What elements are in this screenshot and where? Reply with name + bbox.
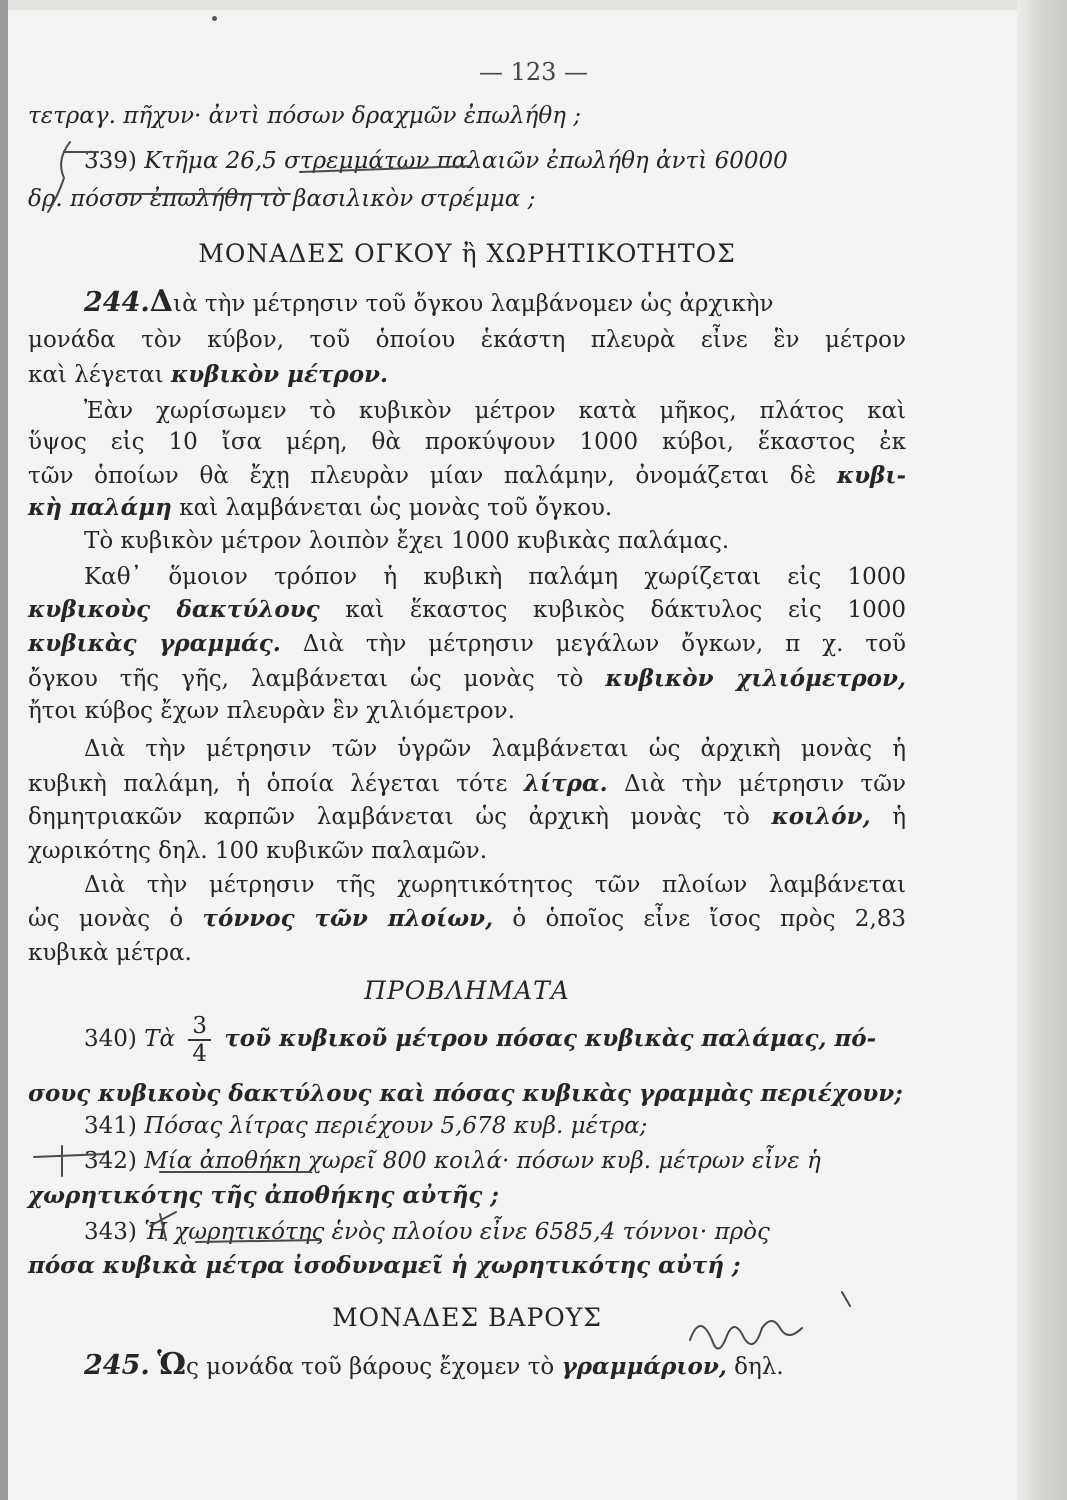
text-line: πόσα κυβικὰ μέτρα ἰσοδυναμεῖ ἡ χωρητικότης αὐτή ; bbox=[28, 1252, 741, 1279]
text: καὶ λέγεται bbox=[28, 362, 164, 388]
fraction-denominator: 4 bbox=[192, 1041, 208, 1067]
text-line: τετραγ. πῆχυν· ἀντὶ πόσων δραχμῶν ἐπωλήθη ; bbox=[28, 103, 581, 129]
text: δηλ. bbox=[734, 1354, 784, 1380]
pen-mark-right bbox=[842, 1292, 850, 1306]
text-line: χωρικότης δηλ. 100 κυβικῶν παλαμῶν. bbox=[28, 838, 488, 864]
text: ὁ ὁποῖος εἶνε ἴσος πρὸς 2,83 bbox=[512, 906, 907, 932]
problem-number: 340) bbox=[84, 1026, 137, 1052]
text: καὶ ἕκαστος κυβικὸς δάκτυλος εἰς 1000 bbox=[345, 597, 906, 623]
text-line: δρ. πόσον ἐπωλήθη τὸ βασιλικὸν στρέμμα ; bbox=[28, 186, 536, 212]
text: Διὰ τὴν μέτρησιν μεγάλων ὄγκων, π χ. τοῦ bbox=[302, 631, 906, 657]
term-bold: κὴ παλάμη bbox=[28, 494, 172, 521]
text-line: χωρητικότης τῆς ἀποθήκης αὐτῆς ; bbox=[28, 1182, 499, 1209]
problem-number: 341) bbox=[84, 1113, 137, 1139]
text-line: Τὸ κυβικὸν μέτρον λοιπὸν ἔχει 1000 κυβικὰς παλάμας. bbox=[84, 528, 730, 554]
text: Διὰ τὴν μέτρησιν τῶν bbox=[624, 771, 907, 797]
term-bold: κυβικὸν μέτρον. bbox=[170, 361, 389, 388]
problem-text: Πόσας λίτρας περιέχουν 5,678 κυβ. μέτρα; bbox=[144, 1113, 648, 1139]
fraction-numerator: 3 bbox=[188, 1013, 211, 1041]
text-line: Ἐὰν χωρίσωμεν τὸ κυβικὸν μέτρον κατὰ μῆκος, πλάτος καὶ bbox=[84, 398, 906, 424]
text-line: ἤτοι κύβος ἔχων πλευρὰν ἓν χιλιόμετρον. bbox=[28, 698, 515, 724]
text-line: Καθ᾽ ὅμοιον τρόπον ἡ κυβικὴ παλάμη χωρίζεται εἰς 1000 bbox=[84, 564, 906, 590]
term-bold: τόννος τῶν πλοίων, bbox=[202, 905, 494, 932]
text-line: μονάδα τὸν κύβον, τοῦ ὁποίου ἑκάστη πλευρὰ εἶνε ἓν μέτρον bbox=[28, 327, 906, 353]
text: ἡ bbox=[892, 804, 907, 830]
problem-text: τοῦ κυβικοῦ μέτρου πόσας κυβικὰς παλάμας, πό- bbox=[224, 1025, 877, 1052]
problem-text: Ἡ χωρητικότης ἑνὸς πλοίου εἶνε 6585,4 τόννοι· πρὸς bbox=[144, 1219, 770, 1245]
term-bold: κυβικὸν χιλιόμετρον, bbox=[605, 665, 906, 692]
pen-cross-342 bbox=[34, 1146, 106, 1176]
problem-number: 342) bbox=[84, 1148, 137, 1174]
pen-strike-339 bbox=[300, 166, 470, 172]
term-bold: κυβικοὺς δακτύλους bbox=[28, 596, 320, 623]
section-heading: ΜΟΝΑΔΕΣ ΟΓΚΟΥ ἢ ΧΩΡΗΤΙΚΟΤΗΤΟΣ bbox=[198, 239, 736, 268]
problem-text: Τὰ bbox=[144, 1026, 176, 1052]
text: τῶν ὁποίων θὰ ἔχῃ πλευρὰν μίαν παλάμην, ὀνομάζεται δὲ bbox=[28, 463, 817, 489]
problem-number: 339) bbox=[84, 148, 137, 174]
text: ὄγκου τῆς γῆς, λαμβάνεται ὡς μονὰς τὸ bbox=[28, 666, 584, 692]
text: δημητριακῶν καρπῶν λαμβάνεται ὡς ἀρχικὴ μονὰς τὸ bbox=[28, 804, 750, 830]
text: κυβικὴ παλάμη, ἡ ὁποία λέγεται τότε bbox=[28, 771, 508, 797]
page-number: — 123 — bbox=[478, 58, 589, 86]
problem-number: 343) bbox=[84, 1219, 137, 1245]
term-bold: γραμμάριον, bbox=[561, 1353, 727, 1380]
text: καὶ λαμβάνεται ὡς μονὰς τοῦ ὄγκου. bbox=[179, 495, 613, 521]
text-line: Διὰ τὴν μέτρησιν τῆς χωρητικότητος τῶν πλοίων λαμβάνεται bbox=[84, 872, 906, 898]
pen-cross-343 bbox=[150, 1212, 176, 1240]
problem-text: Κτῆμα 26,5 στρεμμάτων παλαιῶν ἐπωλήθη ἀντὶ 60000 bbox=[144, 148, 788, 174]
text-line: Διὰ τὴν μέτρησιν τῶν ὑγρῶν λαμβάνεται ὡς ἀρχικὴ μονὰς ἡ bbox=[84, 736, 906, 762]
text: ὡς μονὰς ὁ bbox=[28, 906, 184, 932]
section-heading: ΜΟΝΑΔΕΣ ΒΑΡΟΥΣ bbox=[332, 1303, 602, 1332]
section-number: 245. bbox=[84, 1350, 150, 1381]
pen-underline-343 bbox=[196, 1240, 320, 1242]
problem-text: Μία ἀποθήκη χωρεῖ 800 κοιλά· πόσων κυβ. μέτρων εἶνε ἡ bbox=[144, 1148, 821, 1174]
pen-scribble-245 bbox=[690, 1321, 802, 1349]
term-bold: λίτρα. bbox=[523, 770, 608, 797]
term-bold: κοιλόν, bbox=[771, 803, 871, 830]
text-line: σους κυβικοὺς δακτύλους καὶ πόσας κυβικὰς γραμμὰς περιέχουν; bbox=[28, 1080, 903, 1107]
drop-cap: Ὡ bbox=[157, 1347, 186, 1382]
section-number: 244. bbox=[84, 287, 150, 318]
text: ιὰ τὴν μέτρησιν τοῦ ὄγκου λαμβάνομεν ὡς ἀρχικὴν bbox=[173, 291, 774, 317]
drop-cap: Δ bbox=[149, 284, 174, 319]
term-bold: κυβικὰς γραμμάς. bbox=[28, 630, 281, 657]
text-line: κυβικὰ μέτρα. bbox=[28, 940, 192, 966]
term-bold: κυβι- bbox=[836, 462, 907, 489]
text-line: ὕψος εἰς 10 ἴσα μέρη, θὰ προκύψουν 1000 κύβοι, ἕκαστος ἐκ bbox=[28, 429, 906, 455]
problems-heading: ΠΡΟΒΛΗΜΑΤΑ bbox=[364, 976, 570, 1005]
text: ς μονάδα τοῦ βάρους ἔχομεν τὸ bbox=[185, 1354, 555, 1380]
